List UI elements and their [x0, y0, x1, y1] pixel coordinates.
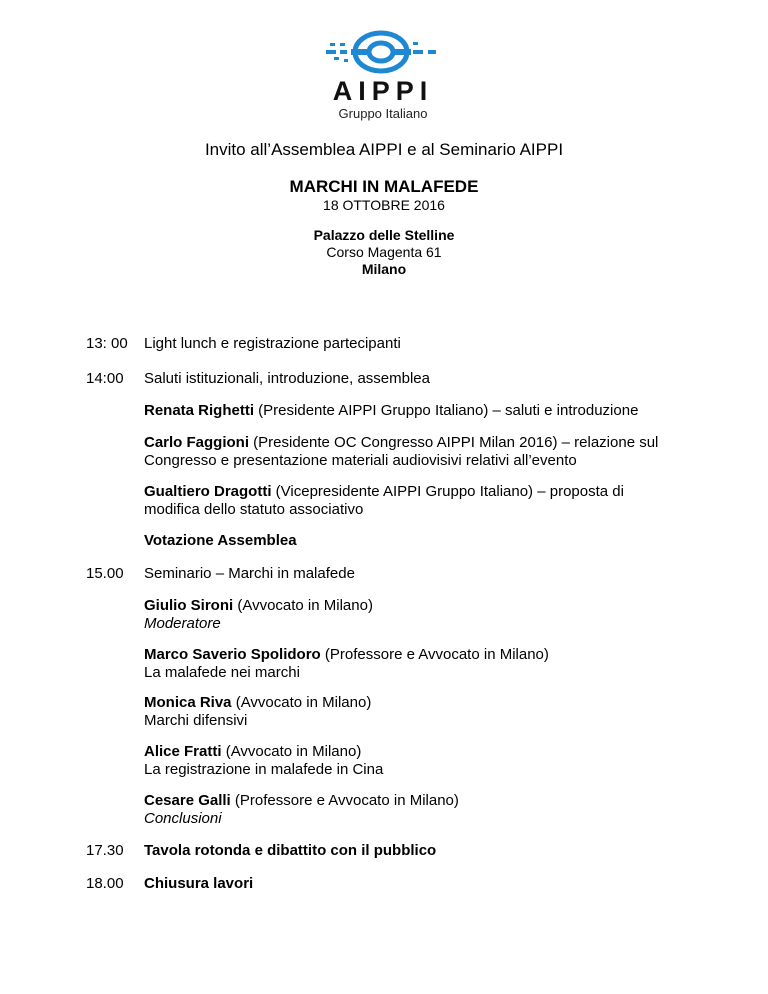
- speaker-sironi: [144, 597, 704, 633]
- venue-street: Corso Magenta 61: [326, 244, 442, 260]
- speaker-fratti: [144, 743, 704, 779]
- speaker-name: Marco Saverio Spolidoro: [144, 646, 321, 663]
- speaker-name: Alice Fratti: [144, 743, 222, 760]
- event-title: MARCHI IN MALAFEDE: [289, 177, 479, 196]
- speaker-desc: (Vicepresidente AIPPI Gruppo Italiano) – proposta di: [271, 483, 624, 500]
- speaker-topic: La registrazione in malafede in Cina: [144, 761, 384, 778]
- event-date: 18 OTTOBRE 2016: [323, 197, 445, 213]
- speaker-desc-line2: modifica dello statuto associativo: [144, 501, 364, 518]
- speaker-role: Conclusioni: [144, 810, 222, 827]
- aippi-logo: [318, 30, 448, 122]
- logo-subtitle: Gruppo Italiano: [338, 106, 428, 121]
- aippi-logo-mark: [318, 30, 448, 76]
- speaker-riva: [144, 694, 704, 730]
- speaker-righetti: [144, 402, 704, 420]
- venue-city: Milano: [361, 261, 407, 277]
- speaker-dragotti: [144, 483, 704, 519]
- time-1500: 15.00: [86, 565, 124, 582]
- speaker-desc: (Avvocato in Milano): [221, 743, 362, 760]
- logo-wordmark: AIPPI: [332, 76, 434, 106]
- time-1800: 18.00: [86, 875, 124, 892]
- time-1400: 14:00: [86, 370, 124, 387]
- speaker-desc-line2: Congresso e presentazione materiali audiovisivi relativi all’evento: [144, 452, 577, 469]
- time-1300: 13: 00: [86, 335, 128, 352]
- venue-name: Palazzo delle Stelline: [313, 227, 455, 243]
- time-1730: 17.30: [86, 842, 124, 859]
- speaker-desc: (Professore e Avvocato in Milano): [230, 792, 459, 809]
- speaker-name: Giulio Sironi: [144, 597, 234, 614]
- speaker-faggioni: [144, 434, 704, 470]
- speaker-name: Cesare Galli: [144, 792, 231, 809]
- speaker-name: Monica Riva: [144, 694, 232, 711]
- speaker-spolidoro: [144, 646, 704, 682]
- agenda-votazione: Votazione Assemblea: [144, 532, 297, 549]
- speaker-desc: (Avvocato in Milano): [231, 694, 372, 711]
- agenda-saluti: Saluti istituzionali, introduzione, assemblea: [144, 370, 430, 387]
- invitation-line: Invito all’Assemblea AIPPI e al Seminario AIPPI: [204, 140, 564, 159]
- speaker-role: Moderatore: [144, 615, 221, 632]
- speaker-topic: La malafede nei marchi: [144, 664, 300, 681]
- speaker-desc: (Presidente AIPPI Gruppo Italiano) – saluti e introduzione: [254, 402, 639, 419]
- speaker-topic: Marchi difensivi: [144, 712, 248, 729]
- speaker-name: Carlo Faggioni: [144, 434, 249, 451]
- agenda-tavola: Tavola rotonda e dibattito con il pubblico: [144, 842, 437, 859]
- agenda-chiusura: Chiusura lavori: [144, 875, 254, 892]
- speaker-desc: (Professore e Avvocato in Milano): [320, 646, 549, 663]
- speaker-desc: (Avvocato in Milano): [233, 597, 373, 614]
- speaker-galli: [144, 792, 704, 828]
- speaker-name: Gualtiero Dragotti: [144, 483, 272, 500]
- speaker-desc: (Presidente OC Congresso AIPPI Milan 2016) – relazione sul: [249, 434, 659, 451]
- agenda-seminario: Seminario – Marchi in malafede: [144, 565, 355, 582]
- agenda-lunch: Light lunch e registrazione partecipanti: [144, 335, 401, 352]
- speaker-name: Renata Righetti: [144, 402, 255, 419]
